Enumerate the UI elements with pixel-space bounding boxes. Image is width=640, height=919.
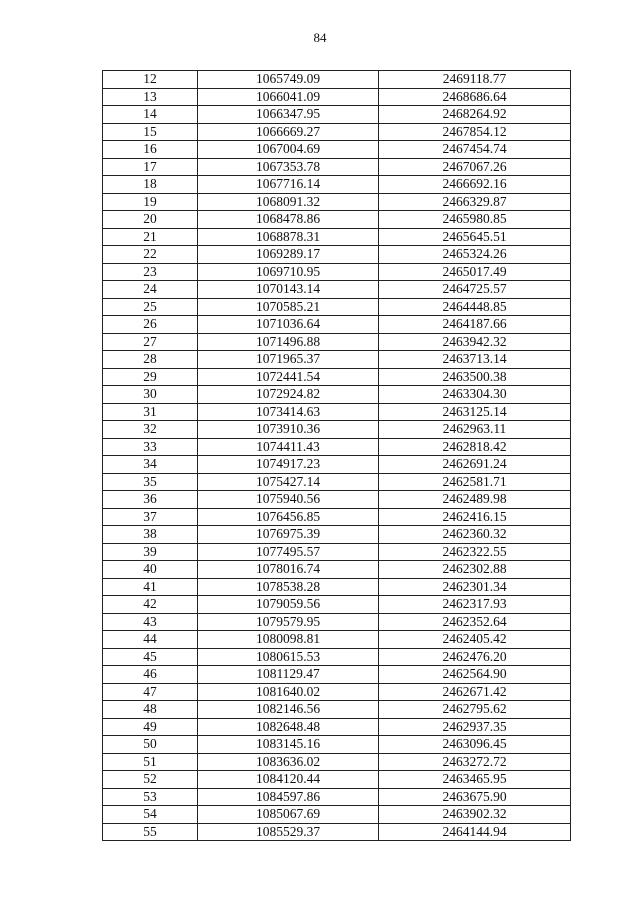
x-coordinate-cell: 1084120.44 — [198, 771, 379, 789]
point-number-cell: 21 — [103, 228, 198, 246]
x-coordinate-cell: 1079579.95 — [198, 613, 379, 631]
x-coordinate-cell: 1069710.95 — [198, 263, 379, 281]
point-number-cell: 22 — [103, 246, 198, 264]
y-coordinate-cell: 2462416.15 — [379, 508, 571, 526]
x-coordinate-cell: 1070585.21 — [198, 298, 379, 316]
x-coordinate-cell: 1075427.14 — [198, 473, 379, 491]
y-coordinate-cell: 2466329.87 — [379, 193, 571, 211]
y-coordinate-cell: 2462795.62 — [379, 701, 571, 719]
x-coordinate-cell: 1081129.47 — [198, 666, 379, 684]
point-number-cell: 30 — [103, 386, 198, 404]
y-coordinate-cell: 2463942.32 — [379, 333, 571, 351]
point-number-cell: 42 — [103, 596, 198, 614]
y-coordinate-cell: 2462963.11 — [379, 421, 571, 439]
point-number-cell: 31 — [103, 403, 198, 421]
y-coordinate-cell: 2466692.16 — [379, 176, 571, 194]
x-coordinate-cell: 1066041.09 — [198, 88, 379, 106]
table-row — [103, 771, 571, 789]
x-coordinate-cell: 1071496.88 — [198, 333, 379, 351]
x-coordinate-cell: 1073910.36 — [198, 421, 379, 439]
y-coordinate-cell: 2465645.51 — [379, 228, 571, 246]
y-coordinate-cell: 2464187.66 — [379, 316, 571, 334]
x-coordinate-cell: 1080615.53 — [198, 648, 379, 666]
x-coordinate-cell: 1067353.78 — [198, 158, 379, 176]
point-number-cell: 28 — [103, 351, 198, 369]
y-coordinate-cell: 2462489.98 — [379, 491, 571, 509]
table-row — [103, 106, 571, 124]
y-coordinate-cell: 2465980.85 — [379, 211, 571, 229]
y-coordinate-cell: 2465017.49 — [379, 263, 571, 281]
table-row — [103, 543, 571, 561]
y-coordinate-cell: 2462352.64 — [379, 613, 571, 631]
y-coordinate-cell: 2462360.32 — [379, 526, 571, 544]
table-row — [103, 438, 571, 456]
table-row — [103, 806, 571, 824]
point-number-cell: 12 — [103, 71, 198, 89]
point-number-cell: 39 — [103, 543, 198, 561]
y-coordinate-cell: 2463675.90 — [379, 788, 571, 806]
table-row — [103, 613, 571, 631]
x-coordinate-cell: 1076975.39 — [198, 526, 379, 544]
y-coordinate-cell: 2463713.14 — [379, 351, 571, 369]
point-number-cell: 19 — [103, 193, 198, 211]
point-number-cell: 32 — [103, 421, 198, 439]
table-row — [103, 88, 571, 106]
x-coordinate-cell: 1068878.31 — [198, 228, 379, 246]
table-row — [103, 158, 571, 176]
y-coordinate-cell: 2463902.32 — [379, 806, 571, 824]
table-row — [103, 526, 571, 544]
coordinates-table-body — [103, 71, 571, 841]
x-coordinate-cell: 1083636.02 — [198, 753, 379, 771]
table-row — [103, 193, 571, 211]
table-row — [103, 281, 571, 299]
table-row — [103, 456, 571, 474]
point-number-cell: 25 — [103, 298, 198, 316]
table-row — [103, 176, 571, 194]
point-number-cell: 15 — [103, 123, 198, 141]
point-number-cell: 48 — [103, 701, 198, 719]
y-coordinate-cell: 2462691.24 — [379, 456, 571, 474]
point-number-cell: 52 — [103, 771, 198, 789]
table-row — [103, 578, 571, 596]
y-coordinate-cell: 2463465.95 — [379, 771, 571, 789]
table-row — [103, 473, 571, 491]
table-row — [103, 561, 571, 579]
x-coordinate-cell: 1073414.63 — [198, 403, 379, 421]
x-coordinate-cell: 1082648.48 — [198, 718, 379, 736]
y-coordinate-cell: 2462405.42 — [379, 631, 571, 649]
table-row — [103, 316, 571, 334]
table-row — [103, 403, 571, 421]
point-number-cell: 20 — [103, 211, 198, 229]
coordinates-table — [102, 70, 571, 841]
y-coordinate-cell: 2463304.30 — [379, 386, 571, 404]
x-coordinate-cell: 1071965.37 — [198, 351, 379, 369]
y-coordinate-cell: 2462322.55 — [379, 543, 571, 561]
table-row — [103, 631, 571, 649]
page-number: 84 — [313, 30, 327, 45]
x-coordinate-cell: 1078016.74 — [198, 561, 379, 579]
y-coordinate-cell: 2468264.92 — [379, 106, 571, 124]
table-row — [103, 351, 571, 369]
point-number-cell: 47 — [103, 683, 198, 701]
point-number-cell: 43 — [103, 613, 198, 631]
y-coordinate-cell: 2463500.38 — [379, 368, 571, 386]
point-number-cell: 37 — [103, 508, 198, 526]
point-number-cell: 41 — [103, 578, 198, 596]
x-coordinate-cell: 1074411.43 — [198, 438, 379, 456]
table-row — [103, 421, 571, 439]
y-coordinate-cell: 2463125.14 — [379, 403, 571, 421]
y-coordinate-cell: 2467067.26 — [379, 158, 571, 176]
table-row — [103, 211, 571, 229]
x-coordinate-cell: 1067716.14 — [198, 176, 379, 194]
point-number-cell: 34 — [103, 456, 198, 474]
table-row — [103, 823, 571, 841]
point-number-cell: 16 — [103, 141, 198, 159]
point-number-cell: 55 — [103, 823, 198, 841]
point-number-cell: 29 — [103, 368, 198, 386]
y-coordinate-cell: 2464144.94 — [379, 823, 571, 841]
point-number-cell: 38 — [103, 526, 198, 544]
table-row — [103, 71, 571, 89]
table-row — [103, 508, 571, 526]
point-number-cell: 49 — [103, 718, 198, 736]
y-coordinate-cell: 2462301.34 — [379, 578, 571, 596]
point-number-cell: 33 — [103, 438, 198, 456]
y-coordinate-cell: 2465324.26 — [379, 246, 571, 264]
table-row — [103, 596, 571, 614]
table-row — [103, 368, 571, 386]
table-row — [103, 386, 571, 404]
y-coordinate-cell: 2462317.93 — [379, 596, 571, 614]
point-number-cell: 27 — [103, 333, 198, 351]
x-coordinate-cell: 1072441.54 — [198, 368, 379, 386]
table-row — [103, 788, 571, 806]
x-coordinate-cell: 1068091.32 — [198, 193, 379, 211]
point-number-cell: 18 — [103, 176, 198, 194]
point-number-cell: 36 — [103, 491, 198, 509]
y-coordinate-cell: 2467454.74 — [379, 141, 571, 159]
table-row — [103, 228, 571, 246]
x-coordinate-cell: 1071036.64 — [198, 316, 379, 334]
y-coordinate-cell: 2462581.71 — [379, 473, 571, 491]
x-coordinate-cell: 1066669.27 — [198, 123, 379, 141]
table-row — [103, 123, 571, 141]
point-number-cell: 53 — [103, 788, 198, 806]
x-coordinate-cell: 1076456.85 — [198, 508, 379, 526]
table-row — [103, 666, 571, 684]
table-row — [103, 141, 571, 159]
point-number-cell: 23 — [103, 263, 198, 281]
y-coordinate-cell: 2463096.45 — [379, 736, 571, 754]
x-coordinate-cell: 1077495.57 — [198, 543, 379, 561]
y-coordinate-cell: 2462564.90 — [379, 666, 571, 684]
x-coordinate-cell: 1083145.16 — [198, 736, 379, 754]
point-number-cell: 45 — [103, 648, 198, 666]
point-number-cell: 50 — [103, 736, 198, 754]
y-coordinate-cell: 2462937.35 — [379, 718, 571, 736]
y-coordinate-cell: 2464448.85 — [379, 298, 571, 316]
x-coordinate-cell: 1084597.86 — [198, 788, 379, 806]
table-row — [103, 736, 571, 754]
table-row — [103, 246, 571, 264]
x-coordinate-cell: 1085067.69 — [198, 806, 379, 824]
x-coordinate-cell: 1065749.09 — [198, 71, 379, 89]
y-coordinate-cell: 2462671.42 — [379, 683, 571, 701]
x-coordinate-cell: 1085529.37 — [198, 823, 379, 841]
y-coordinate-cell: 2463272.72 — [379, 753, 571, 771]
x-coordinate-cell: 1070143.14 — [198, 281, 379, 299]
table-row — [103, 263, 571, 281]
table-row — [103, 683, 571, 701]
point-number-cell: 14 — [103, 106, 198, 124]
y-coordinate-cell: 2467854.12 — [379, 123, 571, 141]
x-coordinate-cell: 1079059.56 — [198, 596, 379, 614]
point-number-cell: 51 — [103, 753, 198, 771]
point-number-cell: 13 — [103, 88, 198, 106]
x-coordinate-cell: 1074917.23 — [198, 456, 379, 474]
point-number-cell: 54 — [103, 806, 198, 824]
table-row — [103, 298, 571, 316]
x-coordinate-cell: 1080098.81 — [198, 631, 379, 649]
table-row — [103, 718, 571, 736]
point-number-cell: 24 — [103, 281, 198, 299]
table-row — [103, 491, 571, 509]
table-row — [103, 333, 571, 351]
x-coordinate-cell: 1066347.95 — [198, 106, 379, 124]
y-coordinate-cell: 2462818.42 — [379, 438, 571, 456]
point-number-cell: 44 — [103, 631, 198, 649]
point-number-cell: 35 — [103, 473, 198, 491]
point-number-cell: 40 — [103, 561, 198, 579]
x-coordinate-cell: 1081640.02 — [198, 683, 379, 701]
y-coordinate-cell: 2468686.64 — [379, 88, 571, 106]
table-row — [103, 648, 571, 666]
x-coordinate-cell: 1068478.86 — [198, 211, 379, 229]
x-coordinate-cell: 1082146.56 — [198, 701, 379, 719]
y-coordinate-cell: 2464725.57 — [379, 281, 571, 299]
x-coordinate-cell: 1067004.69 — [198, 141, 379, 159]
table-row — [103, 701, 571, 719]
x-coordinate-cell: 1072924.82 — [198, 386, 379, 404]
point-number-cell: 46 — [103, 666, 198, 684]
y-coordinate-cell: 2462476.20 — [379, 648, 571, 666]
x-coordinate-cell: 1069289.17 — [198, 246, 379, 264]
point-number-cell: 26 — [103, 316, 198, 334]
x-coordinate-cell: 1075940.56 — [198, 491, 379, 509]
table-row — [103, 753, 571, 771]
point-number-cell: 17 — [103, 158, 198, 176]
x-coordinate-cell: 1078538.28 — [198, 578, 379, 596]
y-coordinate-cell: 2462302.88 — [379, 561, 571, 579]
y-coordinate-cell: 2469118.77 — [379, 71, 571, 89]
